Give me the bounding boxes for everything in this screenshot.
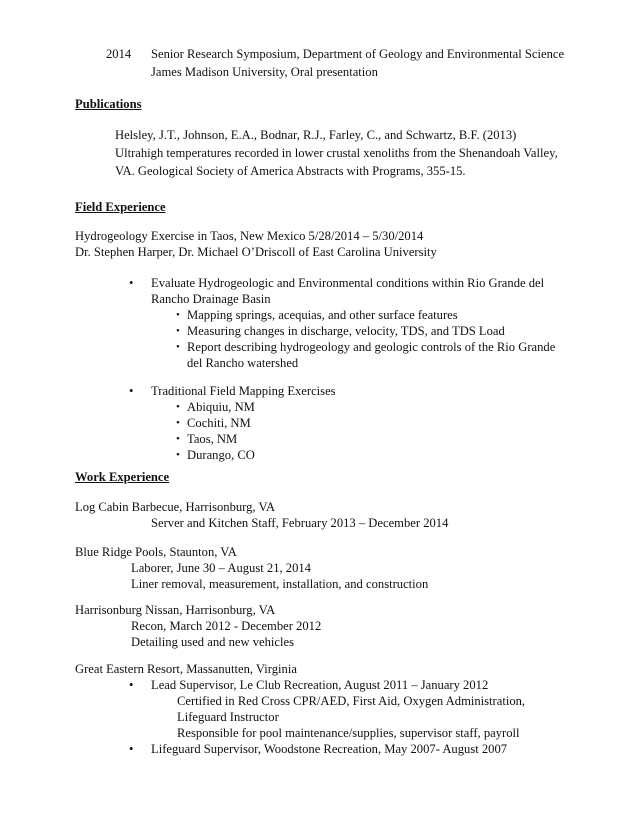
field-location: • Cochiti, NM <box>187 415 251 431</box>
symposium-year: 2014 <box>106 47 132 61</box>
field-subitem-cont: del Rancho watershed <box>187 356 299 370</box>
field-subitem: • Report describing hydrogeology and geologic controls of the Rio Grande <box>187 339 555 355</box>
job-nissan-role: Recon, March 2012 - December 2012 <box>131 619 322 633</box>
job-greateastern-detail: Certified in Red Cross CPR/AED, First Aid, Oxygen Administration, <box>177 694 526 708</box>
job-nissan-detail: Detailing used and new vehicles <box>131 635 294 649</box>
job-greateastern-detail: Lifeguard Instructor <box>177 710 279 724</box>
field-exercise-people: Dr. Stephen Harper, Dr. Michael O’Driscoll of East Carolina University <box>75 245 437 259</box>
publication-line-1: Helsley, J.T., Johnson, E.A., Bodnar, R.J., Farley, C., and Schwartz, B.F. (2013) <box>115 128 517 142</box>
symposium-line-2: James Madison University, Oral presentation <box>151 65 378 79</box>
field-subitem: • Measuring changes in discharge, velocity, TDS, and TDS Load <box>187 323 505 339</box>
field-experience-heading: Field Experience <box>75 200 166 214</box>
field-bullet-evaluate-cont: Rancho Drainage Basin <box>151 292 271 306</box>
job-greateastern-detail: Responsible for pool maintenance/supplies, supervisor staff, payroll <box>177 726 520 740</box>
field-location: • Durango, CO <box>187 447 255 463</box>
job-blueridge-role: Laborer, June 30 – August 21, 2014 <box>131 561 311 575</box>
job-nissan-name: Harrisonburg Nissan, Harrisonburg, VA <box>75 603 276 617</box>
job-greateastern-name: Great Eastern Resort, Massanutten, Virginia <box>75 662 297 676</box>
field-bullet-evaluate: • Evaluate Hydrogeologic and Environmental conditions within Rio Grande del <box>151 275 544 291</box>
job-greateastern-bullet-lead: • Lead Supervisor, Le Club Recreation, August 2011 – January 2012 <box>151 677 488 693</box>
publication-line-3: VA. Geological Society of America Abstracts with Programs, 355-15. <box>115 164 466 178</box>
field-location: • Abiquiu, NM <box>187 399 255 415</box>
work-experience-heading: Work Experience <box>75 470 170 484</box>
job-blueridge-name: Blue Ridge Pools, Staunton, VA <box>75 545 237 559</box>
field-subitem: • Mapping springs, acequias, and other surface features <box>187 307 458 323</box>
symposium-line-1: Senior Research Symposium, Department of Geology and Environmental Science <box>151 47 565 61</box>
job-logcabin-role: Server and Kitchen Staff, February 2013 – December 2014 <box>151 516 449 530</box>
field-exercise-title: Hydrogeology Exercise in Taos, New Mexico 5/28/2014 – 5/30/2014 <box>75 229 424 243</box>
publications-heading: Publications <box>75 97 142 111</box>
job-logcabin-name: Log Cabin Barbecue, Harrisonburg, VA <box>75 500 276 514</box>
job-blueridge-detail: Liner removal, measurement, installation, and construction <box>131 577 429 591</box>
job-greateastern-bullet-lifeguard: • Lifeguard Supervisor, Woodstone Recreation, May 2007- August 2007 <box>151 741 507 757</box>
field-bullet-mapping: • Traditional Field Mapping Exercises <box>151 383 336 399</box>
field-location: • Taos, NM <box>187 431 237 447</box>
publication-line-2: Ultrahigh temperatures recorded in lower crustal xenoliths from the Shenandoah Valley, <box>115 146 558 160</box>
